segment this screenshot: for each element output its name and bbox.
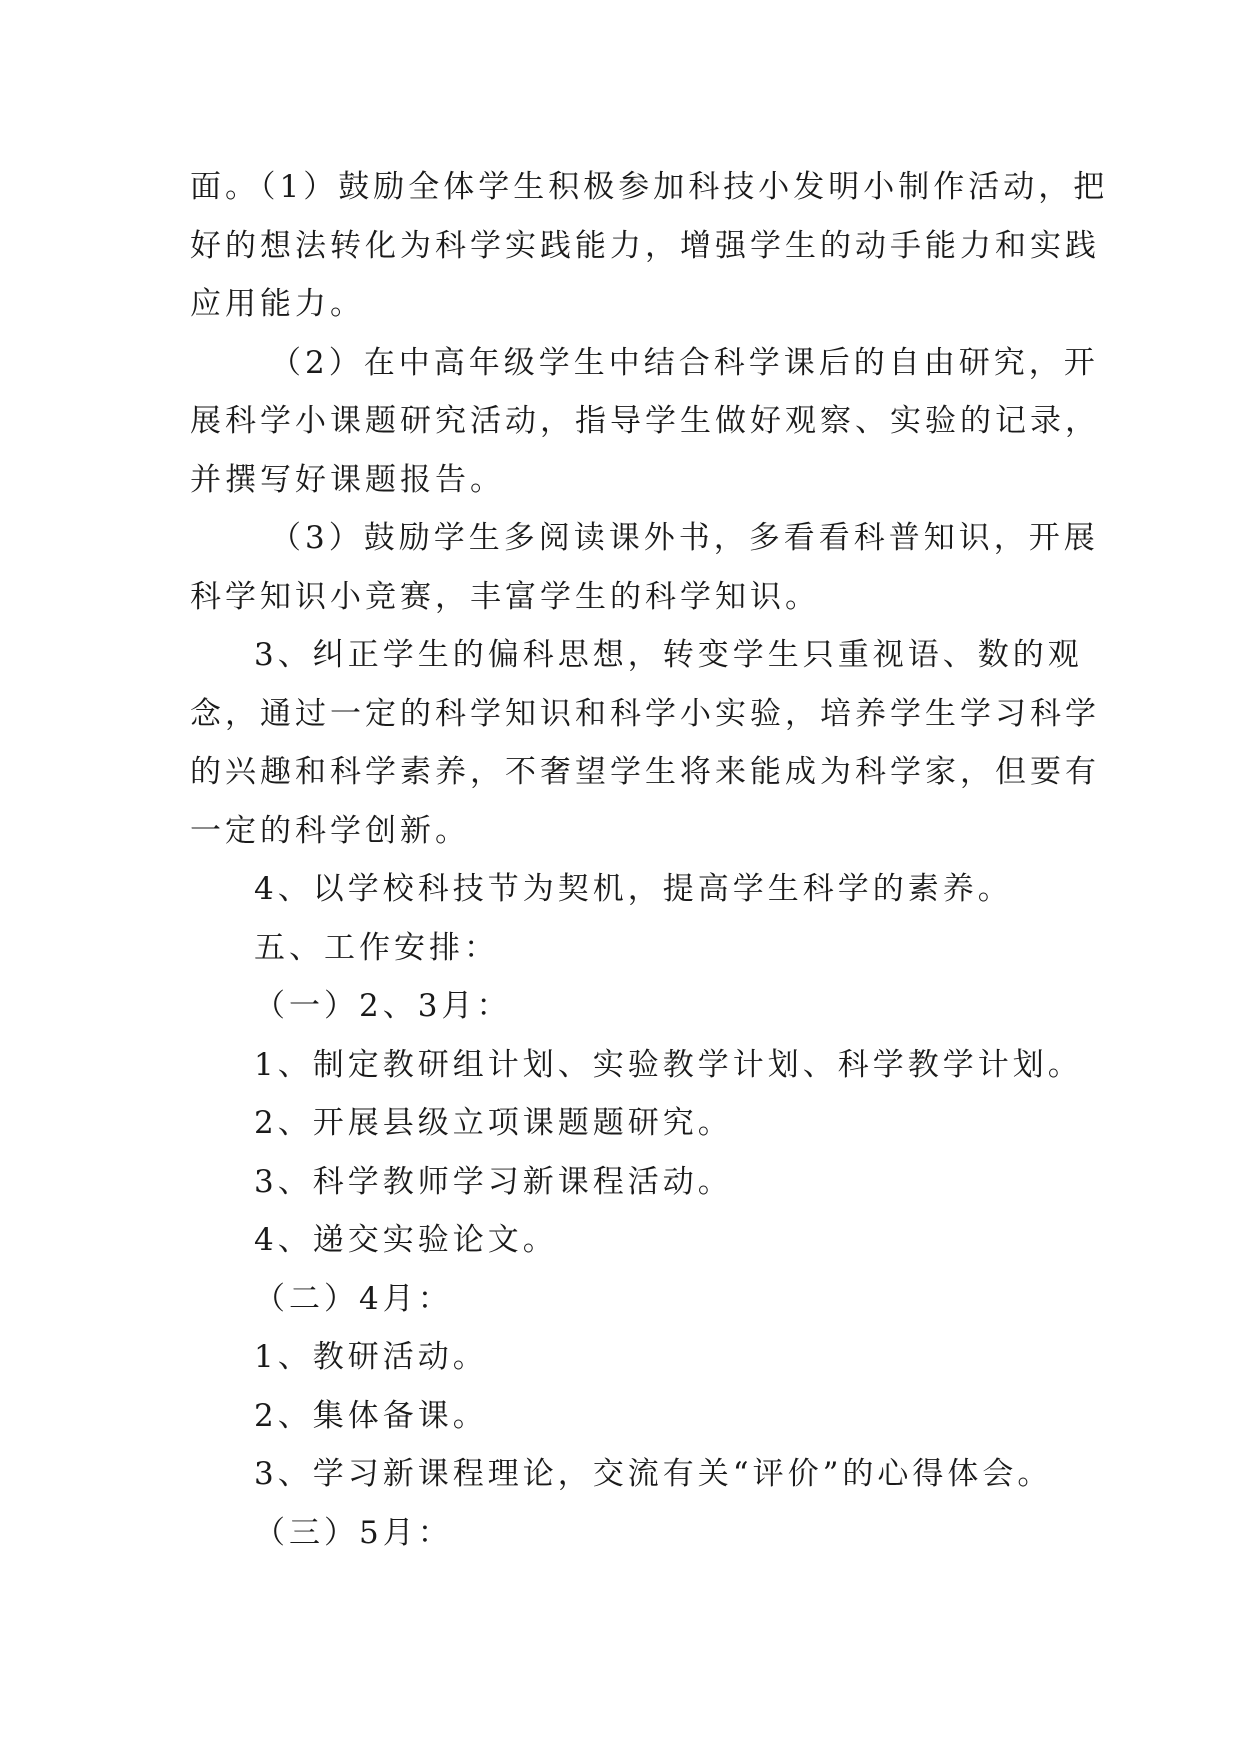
paragraph-line: 3、纠正学生的偏科思想，转变学生只重视语、数的观: [254, 637, 1083, 673]
paragraph-line: 面。（1）鼓励全体学生积极参加科技小发明小制作活动，把: [190, 169, 1109, 205]
paragraph-line: 的兴趣和科学素养，不奢望学生将来能成为科学家，但要有: [190, 754, 1100, 790]
paragraph-line: （3）鼓励学生多阅读课外书，多看看科普知识，开展: [270, 520, 1099, 556]
paragraph-line: 并撰写好课题报告。: [190, 461, 505, 498]
list-item: 2、开展县级立项课题题研究。: [254, 1105, 733, 1141]
body-text: [190, 158, 1109, 1562]
list-item: 1、制定教研组计划、实验教学计划、科学教学计划。: [254, 1046, 1083, 1083]
subsection-heading: （二）4月：: [254, 1280, 453, 1317]
paragraph-line: 一定的科学创新。: [190, 812, 470, 849]
list-item: 4、递交实验论文。: [254, 1222, 558, 1258]
paragraph-line: 应用能力。: [190, 286, 365, 322]
paragraph-line: 科学知识小竞赛，丰富学生的科学知识。: [190, 578, 820, 615]
paragraph-line: 念，通过一定的科学知识和科学小实验，培养学生学习科学: [190, 695, 1100, 732]
paragraph-line: 好的想法转化为科学实践能力，增强学生的动手能力和实践: [190, 227, 1100, 264]
list-item: 2、集体备课。: [254, 1397, 488, 1434]
subsection-heading: （三）5月：: [254, 1514, 453, 1551]
subsection-heading: （一）2、3月：: [254, 988, 512, 1024]
list-item: 3、学习新课程理论，交流有关“评价”的心得体会。: [254, 1456, 1053, 1492]
paragraph-line: （2）在中高年级学生中结合科学课后的自由研究，开: [270, 344, 1099, 381]
list-item: 3、科学教师学习新课程活动。: [254, 1163, 733, 1200]
paragraph-line: 4、以学校科技节为契机，提高学生科学的素养。: [254, 871, 1013, 907]
section-heading: 五、工作安排：: [254, 929, 499, 966]
list-item: 1、教研活动。: [254, 1339, 488, 1375]
paragraph-line: 展科学小课题研究活动，指导学生做好观察、实验的记录，: [190, 403, 1100, 439]
